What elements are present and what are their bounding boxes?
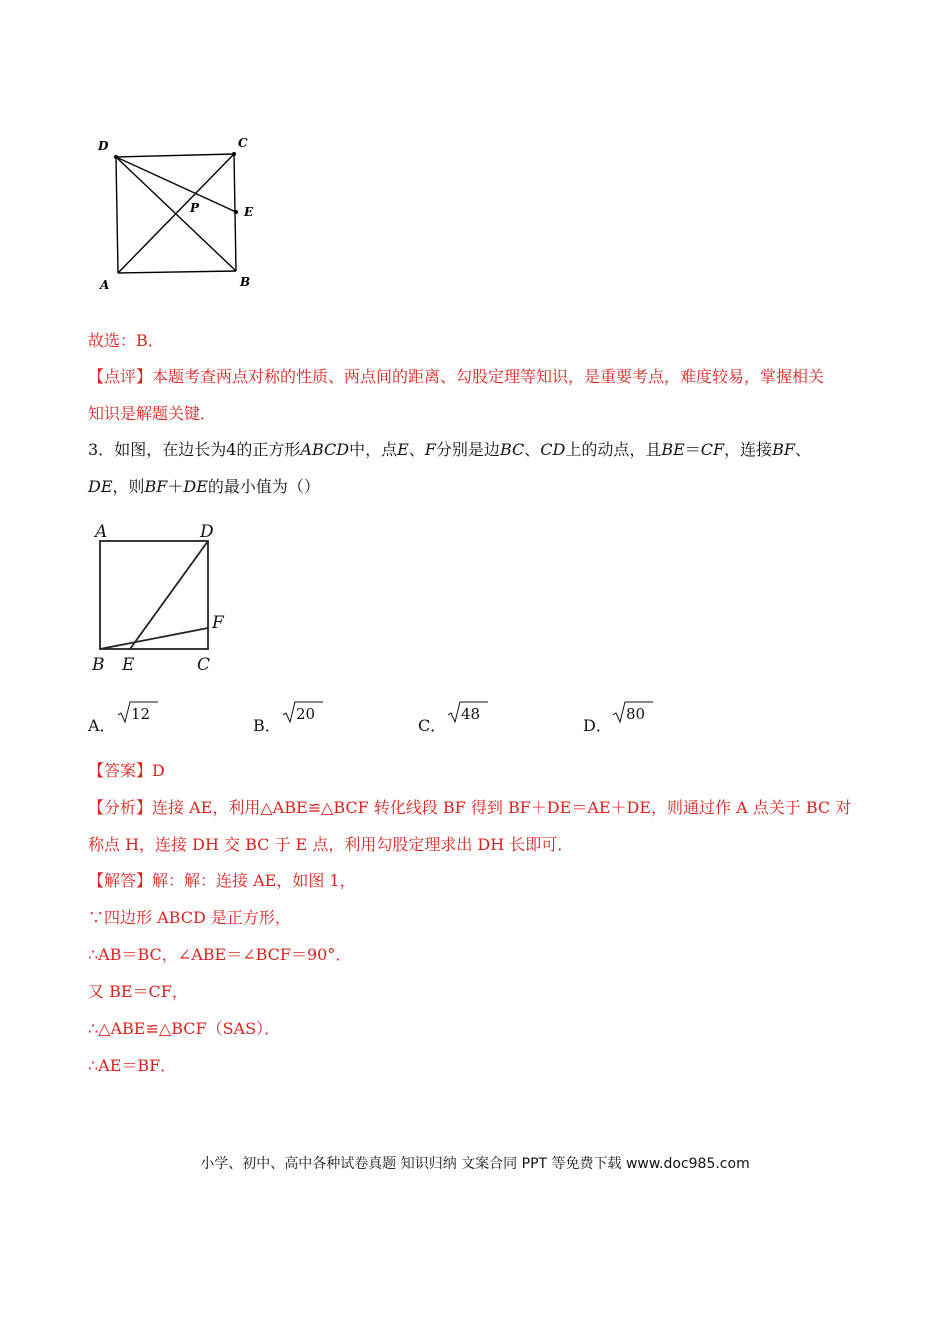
label-p: P: [190, 201, 200, 215]
q-var: F: [424, 440, 436, 459]
solution-line-2: ∵四边形 ABCD 是正方形，: [88, 908, 291, 927]
sqrt-icon: [118, 700, 158, 726]
q-var: BF: [144, 477, 168, 496]
solution-line-5: ∴△ABE≌△BCF（SAS）．: [88, 1019, 281, 1038]
analysis-line-2: 称点 H，连接 DH 交 BC 于 E 点，利用勾股定理求出 DH 长即可．: [88, 835, 574, 854]
answer-value: D: [152, 761, 165, 780]
q-text: 、: [524, 440, 541, 459]
option-radicand: 48: [461, 705, 481, 723]
option-letter: D．: [583, 716, 612, 735]
q-var: DE: [88, 477, 113, 496]
comment-tag: 【点评】: [88, 367, 153, 386]
q-text: 上的动点，且: [565, 440, 662, 459]
solution-line-1: [88, 871, 356, 891]
label-e: E: [122, 655, 135, 675]
label-f: F: [212, 613, 224, 633]
q-text: 的最小值为（）: [207, 477, 320, 496]
option-letter: B．: [253, 716, 281, 735]
q-var: DE: [183, 477, 208, 496]
q-text: 分别是边: [435, 440, 500, 459]
q-var: ABCD: [300, 440, 350, 459]
answer-line: [88, 761, 165, 781]
option-radicand: 12: [131, 705, 151, 723]
q-var: BF: [772, 440, 796, 459]
label-a: A: [100, 278, 110, 292]
solution-line-4: 又 BE＝CF，: [88, 982, 188, 1001]
solution-line-6: ∴AE＝BF．: [88, 1056, 177, 1075]
q-text: ，则: [112, 477, 145, 496]
page-footer: 小学、初中、高中各种试卷真题 知识归纳 文案合同 PPT 等免费下载 www.doc985.com: [200, 1156, 750, 1172]
label-d: D: [98, 139, 109, 153]
option-radicand: 20: [296, 705, 316, 723]
solution-text: 解：解：连接 AE，如图 1，: [152, 871, 356, 890]
q-var: BE: [661, 440, 685, 459]
question-number: 3．: [88, 440, 115, 459]
label-b: B: [92, 655, 105, 675]
q-var: CD: [540, 440, 566, 459]
q-text: 如图，在边长为: [114, 440, 227, 459]
answer-tag: 【答案】: [88, 761, 153, 780]
solution-tag: 【解答】: [88, 871, 153, 890]
solution-line-3: ∴AB＝BC，∠ABE＝∠BCF＝90°．: [88, 945, 352, 964]
label-c: C: [238, 136, 248, 150]
comment-text-1: 本题考查两点对称的性质、两点间的距离、勾股定理等知识，是重要考点，难度较易，掌握相关: [152, 367, 825, 386]
question-line-2: [88, 477, 320, 497]
q-num: 4: [226, 440, 237, 459]
q-text: 、: [408, 440, 425, 459]
figure-square-with-point-p: [90, 130, 270, 300]
analysis-line-1: [88, 798, 851, 818]
sqrt-icon: [613, 700, 653, 726]
q-var: CF: [700, 440, 725, 459]
conclusion-text: 故选：B．: [88, 331, 164, 350]
comment-line-1: [88, 367, 824, 387]
q-text: ＝: [684, 440, 701, 459]
figure-square-bf-de: [88, 518, 233, 678]
analysis-tag: 【分析】: [88, 798, 153, 817]
comment-line-2: 知识是解题关键．: [88, 404, 217, 423]
label-c: C: [197, 655, 211, 675]
option-letter: C．: [418, 716, 447, 735]
q-var: E: [397, 440, 409, 459]
label-d: D: [200, 522, 214, 542]
q-text: ＋: [167, 477, 184, 496]
q-text: ，连接: [724, 440, 773, 459]
label-e: E: [244, 205, 254, 219]
sqrt-icon: [448, 700, 488, 726]
q-text: 的正方形: [236, 440, 301, 459]
q-text: 中，点: [349, 440, 398, 459]
analysis-text-1: 连接 AE，利用△ABE≌△BCF 转化线段 BF 得到 BF＋DE＝AE＋DE，则通过作 A 点关于 BC 对: [152, 798, 852, 817]
option-letter: A．: [88, 716, 116, 735]
q-text: 、: [795, 440, 812, 459]
option-radicand: 80: [626, 705, 646, 723]
q-var: BC: [499, 440, 525, 459]
question-line-1: [88, 440, 811, 460]
label-a: A: [95, 522, 108, 542]
label-b: B: [240, 275, 251, 289]
sqrt-icon: [283, 700, 323, 726]
